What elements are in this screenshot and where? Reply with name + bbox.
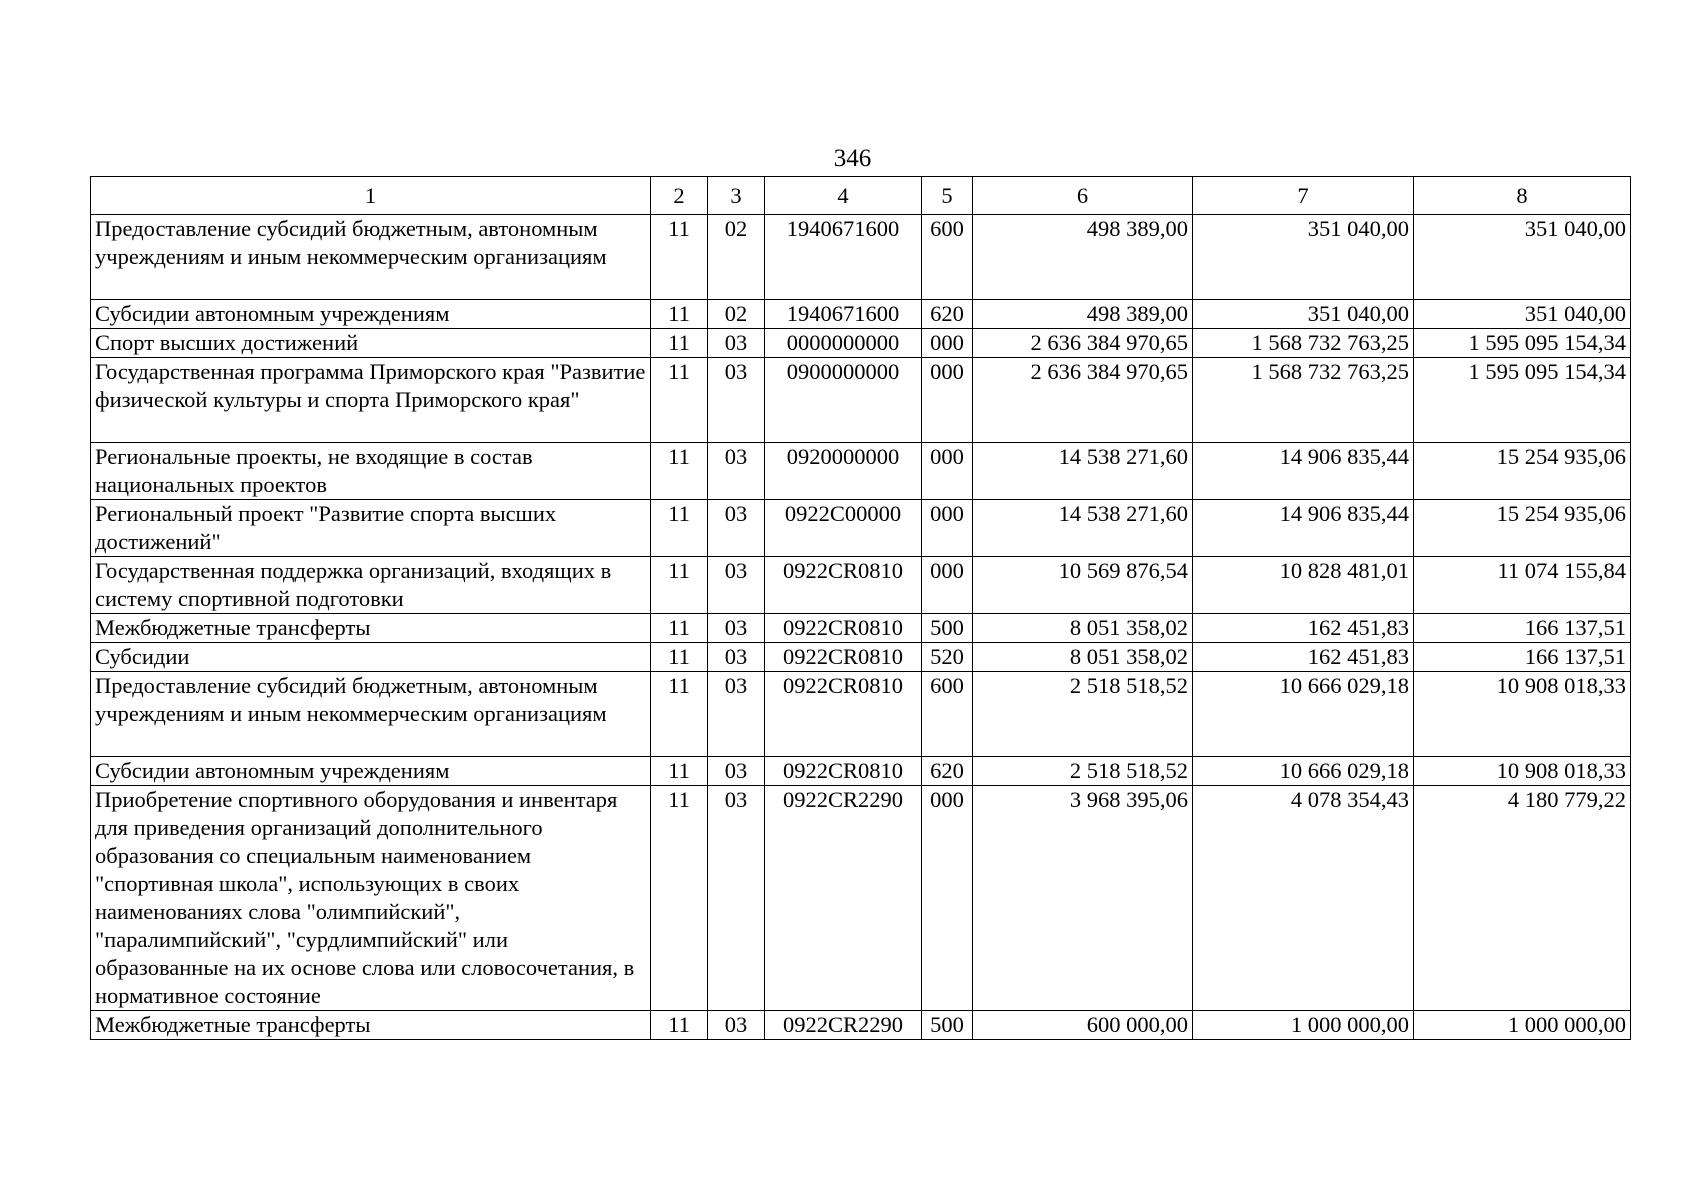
amount-col-7: 162 451,83 [1193,614,1414,643]
target-article-code: 0900000000 [765,358,922,443]
amount-col-7: 1 568 732 763,25 [1193,329,1414,358]
table-row [91,500,1631,557]
row-name: Субсидии [91,643,651,672]
table-row [91,672,1631,757]
row-name: Приобретение спортивного оборудования и инвентаря для приведения организаций дополнительного образования со специальным наименованием "спортивная школа", использующих в своих наименованиях слова "олимпийский", "паралимпийский", "сурдлимпийский" или образованные на их основе слова или словосочетания, в нормативное состояние [91,786,651,1011]
subsection-code: 02 [708,215,765,300]
amount-col-8: 10 908 018,33 [1414,672,1631,757]
amount-col-8: 1 595 095 154,34 [1414,358,1631,443]
target-article-code: 0922C00000 [765,500,922,557]
amount-col-8: 10 908 018,33 [1414,757,1631,786]
section-code: 11 [651,358,708,443]
amount-col-8: 351 040,00 [1414,300,1631,329]
row-name: Межбюджетные трансферты [91,614,651,643]
section-code: 11 [651,557,708,614]
column-header-3: 3 [708,177,765,215]
subsection-code: 02 [708,300,765,329]
row-name: Государственная поддержка организаций, входящих в систему спортивной подготовки [91,557,651,614]
target-article-code: 0922CR2290 [765,786,922,1011]
section-code: 11 [651,300,708,329]
expense-type-code: 000 [922,443,973,500]
subsection-code: 03 [708,614,765,643]
amount-col-8: 11 074 155,84 [1414,557,1631,614]
amount-col-6: 2 518 518,52 [973,672,1193,757]
target-article-code: 0922CR0810 [765,557,922,614]
amount-col-6: 2 518 518,52 [973,757,1193,786]
expense-type-code: 620 [922,757,973,786]
amount-col-6: 8 051 358,02 [973,643,1193,672]
subsection-code: 03 [708,757,765,786]
column-header-8: 8 [1414,177,1631,215]
amount-col-8: 15 254 935,06 [1414,500,1631,557]
amount-col-6: 14 538 271,60 [973,500,1193,557]
header-row [91,177,1631,215]
amount-col-7: 162 451,83 [1193,643,1414,672]
table-row [91,443,1631,500]
table-header [91,177,1631,215]
subsection-code: 03 [708,358,765,443]
amount-col-6: 10 569 876,54 [973,557,1193,614]
amount-col-8: 351 040,00 [1414,215,1631,300]
amount-col-8: 1 595 095 154,34 [1414,329,1631,358]
table-row [91,215,1631,300]
amount-col-8: 4 180 779,22 [1414,786,1631,1011]
target-article-code: 1940671600 [765,300,922,329]
amount-col-8: 166 137,51 [1414,643,1631,672]
subsection-code: 03 [708,786,765,1011]
amount-col-7: 4 078 354,43 [1193,786,1414,1011]
subsection-code: 03 [708,672,765,757]
section-code: 11 [651,329,708,358]
section-code: 11 [651,786,708,1011]
target-article-code: 0922CR0810 [765,757,922,786]
table-body [91,215,1631,1040]
amount-col-7: 1 000 000,00 [1193,1011,1414,1040]
row-name: Предоставление субсидий бюджетным, автономным учреждениям и иным некоммерческим организациям [91,672,651,757]
table-row [91,358,1631,443]
amount-col-6: 8 051 358,02 [973,614,1193,643]
amount-col-7: 351 040,00 [1193,215,1414,300]
table-row [91,786,1631,1011]
section-code: 11 [651,672,708,757]
table-row [91,614,1631,643]
subsection-code: 03 [708,643,765,672]
amount-col-6: 3 968 395,06 [973,786,1193,1011]
amount-col-6: 600 000,00 [973,1011,1193,1040]
section-code: 11 [651,1011,708,1040]
row-name: Региональный проект "Развитие спорта высших достижений" [91,500,651,557]
table-row [91,329,1631,358]
column-header-2: 2 [651,177,708,215]
amount-col-7: 14 906 835,44 [1193,500,1414,557]
page-number: 346 [833,145,872,172]
column-header-7: 7 [1193,177,1414,215]
expense-type-code: 620 [922,300,973,329]
expense-type-code: 000 [922,358,973,443]
table-row [91,1011,1631,1040]
column-header-6: 6 [973,177,1193,215]
target-article-code: 1940671600 [765,215,922,300]
amount-col-6: 498 389,00 [973,215,1193,300]
target-article-code: 0922CR0810 [765,614,922,643]
target-article-code: 0922CR0810 [765,672,922,757]
table-row [91,757,1631,786]
target-article-code: 0922CR2290 [765,1011,922,1040]
column-header-4: 4 [765,177,922,215]
section-code: 11 [651,614,708,643]
subsection-code: 03 [708,500,765,557]
amount-col-8: 1 000 000,00 [1414,1011,1631,1040]
amount-col-7: 10 828 481,01 [1193,557,1414,614]
section-code: 11 [651,757,708,786]
section-code: 11 [651,215,708,300]
table-row [91,300,1631,329]
amount-col-6: 2 636 384 970,65 [973,358,1193,443]
expense-type-code: 000 [922,329,973,358]
amount-col-7: 351 040,00 [1193,300,1414,329]
row-name: Предоставление субсидий бюджетным, автономным учреждениям и иным некоммерческим организациям [91,215,651,300]
column-header-1: 1 [91,177,651,215]
row-name: Субсидии автономным учреждениям [91,300,651,329]
column-header-5: 5 [922,177,973,215]
expense-type-code: 500 [922,1011,973,1040]
expense-type-code: 000 [922,786,973,1011]
amount-col-6: 2 636 384 970,65 [973,329,1193,358]
table-row [91,643,1631,672]
row-name: Спорт высших достижений [91,329,651,358]
row-name: Субсидии автономным учреждениям [91,757,651,786]
section-code: 11 [651,500,708,557]
amount-col-6: 14 538 271,60 [973,443,1193,500]
amount-col-7: 10 666 029,18 [1193,757,1414,786]
subsection-code: 03 [708,1011,765,1040]
row-name: Межбюджетные трансферты [91,1011,651,1040]
target-article-code: 0920000000 [765,443,922,500]
target-article-code: 0922CR0810 [765,643,922,672]
section-code: 11 [651,643,708,672]
amount-col-6: 498 389,00 [973,300,1193,329]
section-code: 11 [651,443,708,500]
expense-type-code: 600 [922,215,973,300]
row-name: Государственная программа Приморского края "Развитие физической культуры и спорта Приморского края" [91,358,651,443]
target-article-code: 0000000000 [765,329,922,358]
table-row [91,557,1631,614]
amount-col-7: 14 906 835,44 [1193,443,1414,500]
subsection-code: 03 [708,443,765,500]
subsection-code: 03 [708,557,765,614]
amount-col-8: 15 254 935,06 [1414,443,1631,500]
amount-col-7: 10 666 029,18 [1193,672,1414,757]
amount-col-8: 166 137,51 [1414,614,1631,643]
expense-type-code: 520 [922,643,973,672]
expense-type-code: 000 [922,557,973,614]
amount-col-7: 1 568 732 763,25 [1193,358,1414,443]
expense-type-code: 500 [922,614,973,643]
row-name: Региональные проекты, не входящие в состав национальных проектов [91,443,651,500]
expense-type-code: 600 [922,672,973,757]
expense-type-code: 000 [922,500,973,557]
budget-table [90,176,1631,1040]
subsection-code: 03 [708,329,765,358]
